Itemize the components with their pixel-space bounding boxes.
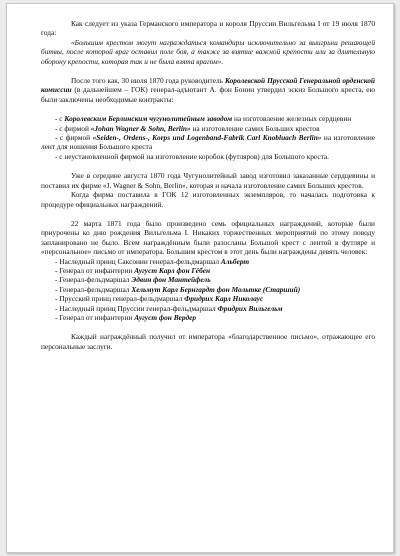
paragraph-foundry: Уже в середине августа 1870 года Чугунолитейный завод изготовил заказанные сердцевины и поставил их фирме «J. Wagner & Sohn, Berlin», которая и начала изготовление самих Больших крестов. bbox=[41, 171, 375, 190]
recipient-title: - Генерал от инфантерии bbox=[55, 265, 135, 275]
text-run: (в дальнейшем – ГОК) генерал-адъютант А. фон Бонин утвердил эскиз Большого креста, ею были заключены необходимые контракты: bbox=[41, 85, 375, 104]
text-run: После того как, 30 июля 1870 года руководитель bbox=[71, 76, 225, 86]
text-run: - с фирмой bbox=[55, 133, 93, 143]
text-run: на изготовление лент для ношения Большого креста bbox=[41, 133, 376, 152]
decree-quote: «Большим крестом могут награждаться командиры исключительно за выигрыш решающей битвы, после которой враг оставил поле боя, а также за взятие важной крепости или за длительную оборону крепости, которая так и не была взята врагом». bbox=[41, 37, 375, 66]
contract-item bbox=[41, 133, 375, 152]
recipient-title: - Прусский принц генерал-фельдмаршал bbox=[55, 294, 185, 304]
paragraph-contracts bbox=[41, 76, 375, 104]
recipient-item bbox=[41, 304, 375, 313]
commission-name: Королевской Прусской Генеральной орденской комиссии bbox=[41, 76, 375, 95]
recipient-title: - Генерал от инфантерии bbox=[55, 312, 135, 322]
contractor-name: «Seiden-, Ordens-, Korps und Logenband-Fabrik Carl Knobluach Berlin» bbox=[92, 133, 322, 143]
text-run: - с неустановленной фирмой на изготовление коробок (футляров) для Большого креста. bbox=[55, 151, 329, 161]
recipient-name: Аугуст фон Вердер bbox=[134, 312, 197, 322]
text-run: - с bbox=[55, 114, 65, 124]
contract-item bbox=[41, 114, 375, 123]
paragraph-decree: Как следует из указа Германского императора и короля Пруссии Вильгельма I от 19 июля 1870 года: bbox=[41, 19, 375, 38]
recipient-title: - Генерал-фельдмаршал bbox=[55, 275, 132, 285]
recipient-item bbox=[41, 275, 375, 284]
text-run: на изготовление железных сердцевин bbox=[232, 114, 352, 124]
document-page bbox=[6, 3, 394, 553]
contract-list bbox=[41, 114, 375, 161]
recipient-list bbox=[41, 257, 375, 323]
recipient-item bbox=[41, 313, 375, 322]
recipient-name: Альберт bbox=[220, 256, 250, 266]
contract-item bbox=[41, 124, 375, 133]
recipient-name: Эдвин фон Мантейфель bbox=[131, 275, 211, 285]
recipient-name: Фридрих Вильгельм bbox=[217, 303, 283, 313]
contract-item bbox=[41, 152, 375, 161]
paragraph-delivery: Когда фирма поставила в ГОК 12 изготовленных экземпляров, то началась подготовка к процедуре официальных награждений. bbox=[41, 190, 375, 209]
recipient-name: Фридрих Карл Николаус bbox=[184, 294, 264, 304]
contractor-name: «Johan Wagner & Sohn, Berlin» bbox=[90, 123, 191, 133]
text-run: - с фирмой bbox=[55, 123, 91, 133]
paragraph-awards: 22 марта 1871 года было произведено семь официальных награждений, которые были приурочены ко дню рождения Вильгельма I. Никаких торжественных мероприятий по этому поводу запланировано не было. Всем награждённым были разосланы Большой крест с лентой в футляре и «персональное» письмо от императора. Большим крестом в этот день были награждены девять человек: bbox=[41, 218, 375, 257]
paragraph-letters: Каждый награждённый получил от императора «благодарственное письмо», отражающее его персональные заслуги. bbox=[41, 332, 375, 351]
recipient-item bbox=[41, 266, 375, 275]
recipient-title: - Наследный принц Саксонии генерал-фельдмаршал bbox=[55, 256, 221, 266]
recipient-name: Хельмут Карл Бернгардт фон Мольтке (Старший) bbox=[131, 284, 301, 294]
text-run: на изготовление самих Больших крестов bbox=[190, 123, 320, 133]
recipient-title: - Наследный принц Пруссии генерал-фельдмаршал bbox=[55, 303, 218, 313]
recipient-title: - Генерал-фельдмаршал bbox=[55, 284, 132, 294]
recipient-name: Аугуст Карл фон Гёбен bbox=[134, 265, 211, 275]
document-body bbox=[41, 19, 375, 351]
contractor-name: Королевским Берлинским чугунолитейным заводом bbox=[64, 114, 233, 124]
recipient-item bbox=[41, 285, 375, 294]
recipient-item bbox=[41, 294, 375, 303]
recipient-item bbox=[41, 257, 375, 266]
